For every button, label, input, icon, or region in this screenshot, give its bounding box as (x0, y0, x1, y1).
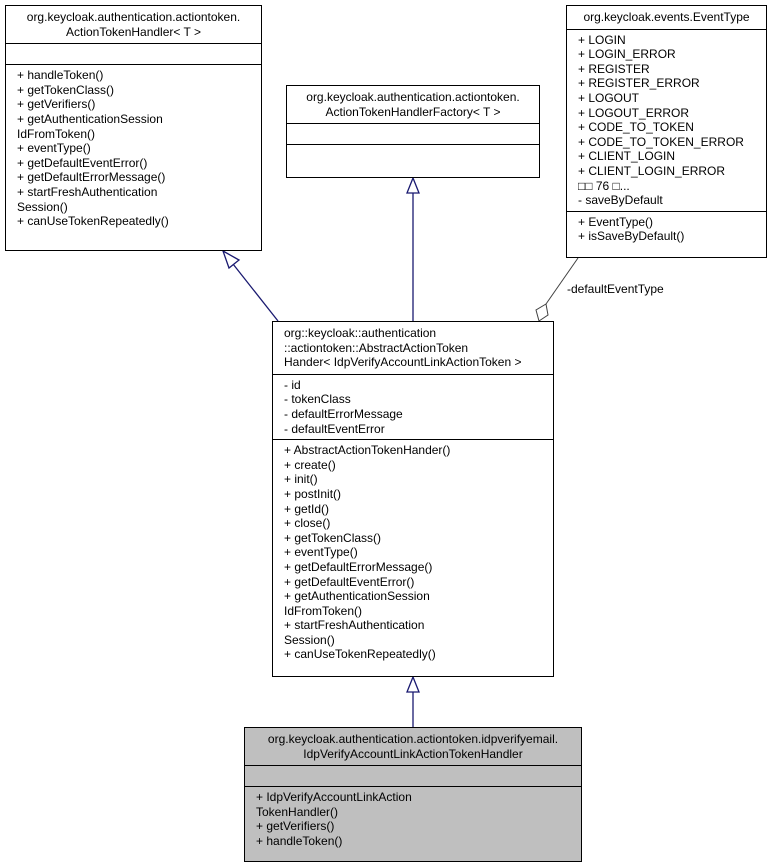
method: + getId() (284, 501, 330, 516)
method: + getDefaultErrorMessage() (284, 559, 433, 574)
methods-section (245, 786, 581, 851)
attribute: + REGISTER_ERROR (578, 76, 700, 91)
class-title: org.keycloak.authentication.actiontoken. ActionTokenHandler< T > (26, 10, 241, 39)
method: + startFreshAuthentication (17, 184, 158, 199)
class-title: org.keycloak.authentication.actiontoken.idpverifyemail. IdpVerifyAccountLinkActionTokenHandler (267, 732, 559, 761)
method: + eventType() (284, 545, 358, 560)
method: + IdpVerifyAccountLinkAction (256, 790, 412, 805)
method: + getAuthenticationSession (284, 589, 430, 604)
class-action-token-handler[interactable] (5, 5, 262, 251)
method: + postInit() (284, 486, 342, 501)
attributes-section (245, 765, 581, 786)
method: + init() (284, 472, 318, 487)
class-title: org::keycloak::authentication ::actiontoken::AbstractActionToken Hander< IdpVerifyAccountLinkActionToken > (284, 326, 522, 370)
class-event-type[interactable] (566, 5, 767, 258)
method: + getTokenClass() (17, 82, 115, 97)
attribute: - tokenClass (284, 392, 351, 407)
method: + getDefaultEventError() (17, 155, 148, 170)
method: + create() (284, 457, 336, 472)
association-diamond (536, 304, 548, 321)
methods-section (567, 211, 766, 247)
attributes-section (6, 43, 261, 64)
class-title: org.keycloak.authentication.actiontoken. ActionTokenHandlerFactory< T > (306, 90, 520, 119)
method: + isSaveByDefault() (578, 229, 685, 244)
method: + getVerifiers() (17, 97, 96, 112)
method: IdFromToken() (284, 603, 363, 618)
attribute: + LOGIN_ERROR (578, 47, 676, 62)
method: IdFromToken() (17, 126, 96, 141)
methods-section (273, 439, 553, 665)
method: + getVerifiers() (256, 819, 335, 834)
method: Session() (17, 199, 68, 214)
inherit-arrow-action-token-handler (223, 251, 239, 268)
method: + eventType() (17, 141, 91, 156)
attribute: □□ 76 □... (578, 178, 630, 193)
method: + handleToken() (17, 68, 104, 83)
class-abstract-action-token-hander[interactable] (272, 321, 554, 677)
attribute: + CODE_TO_TOKEN (578, 120, 694, 135)
method: + startFreshAuthentication (284, 618, 425, 633)
attribute: - id (284, 377, 301, 392)
attribute: + LOGIN (578, 32, 626, 47)
method: Session() (284, 632, 335, 647)
inherit-arrow-abstract (407, 677, 419, 692)
method: TokenHandler() (256, 804, 339, 819)
class-title: org.keycloak.events.EventType (583, 10, 750, 24)
default-event-type-label: -defaultEventType (567, 282, 664, 296)
method: + EventType() (578, 214, 654, 229)
inherit-line-action-token-handler (233, 264, 278, 321)
method: + AbstractActionTokenHander() (284, 443, 451, 458)
attribute: + LOGOUT_ERROR (578, 105, 690, 120)
attribute: + CLIENT_LOGIN_ERROR (578, 163, 726, 178)
method: + getTokenClass() (284, 530, 382, 545)
attribute: + CLIENT_LOGIN (578, 149, 676, 164)
attribute: + LOGOUT (578, 90, 640, 105)
class-action-token-handler-factory[interactable] (286, 85, 540, 178)
method: + close() (284, 516, 331, 531)
association-line-event-type (546, 258, 578, 304)
method: + canUseTokenRepeatedly() (17, 214, 169, 229)
attribute: + CODE_TO_TOKEN_ERROR (578, 134, 744, 149)
attribute: - defaultEventError (284, 421, 385, 436)
method: + getDefaultErrorMessage() (17, 170, 166, 185)
attributes-section (567, 29, 766, 211)
attributes-section (287, 123, 539, 144)
attribute: + REGISTER (578, 61, 650, 76)
attribute: - saveByDefault (578, 193, 663, 208)
class-idp-verify-account-link-action-token-handler[interactable] (244, 727, 582, 862)
method: + canUseTokenRepeatedly() (284, 647, 436, 662)
methods-section (287, 144, 539, 178)
attribute: - defaultErrorMessage (284, 406, 403, 421)
method: + getAuthenticationSession (17, 111, 163, 126)
methods-section (6, 64, 261, 232)
method: + handleToken() (256, 833, 343, 848)
method: + getDefaultEventError() (284, 574, 415, 589)
inherit-arrow-factory (407, 178, 419, 193)
attributes-section (273, 374, 553, 439)
